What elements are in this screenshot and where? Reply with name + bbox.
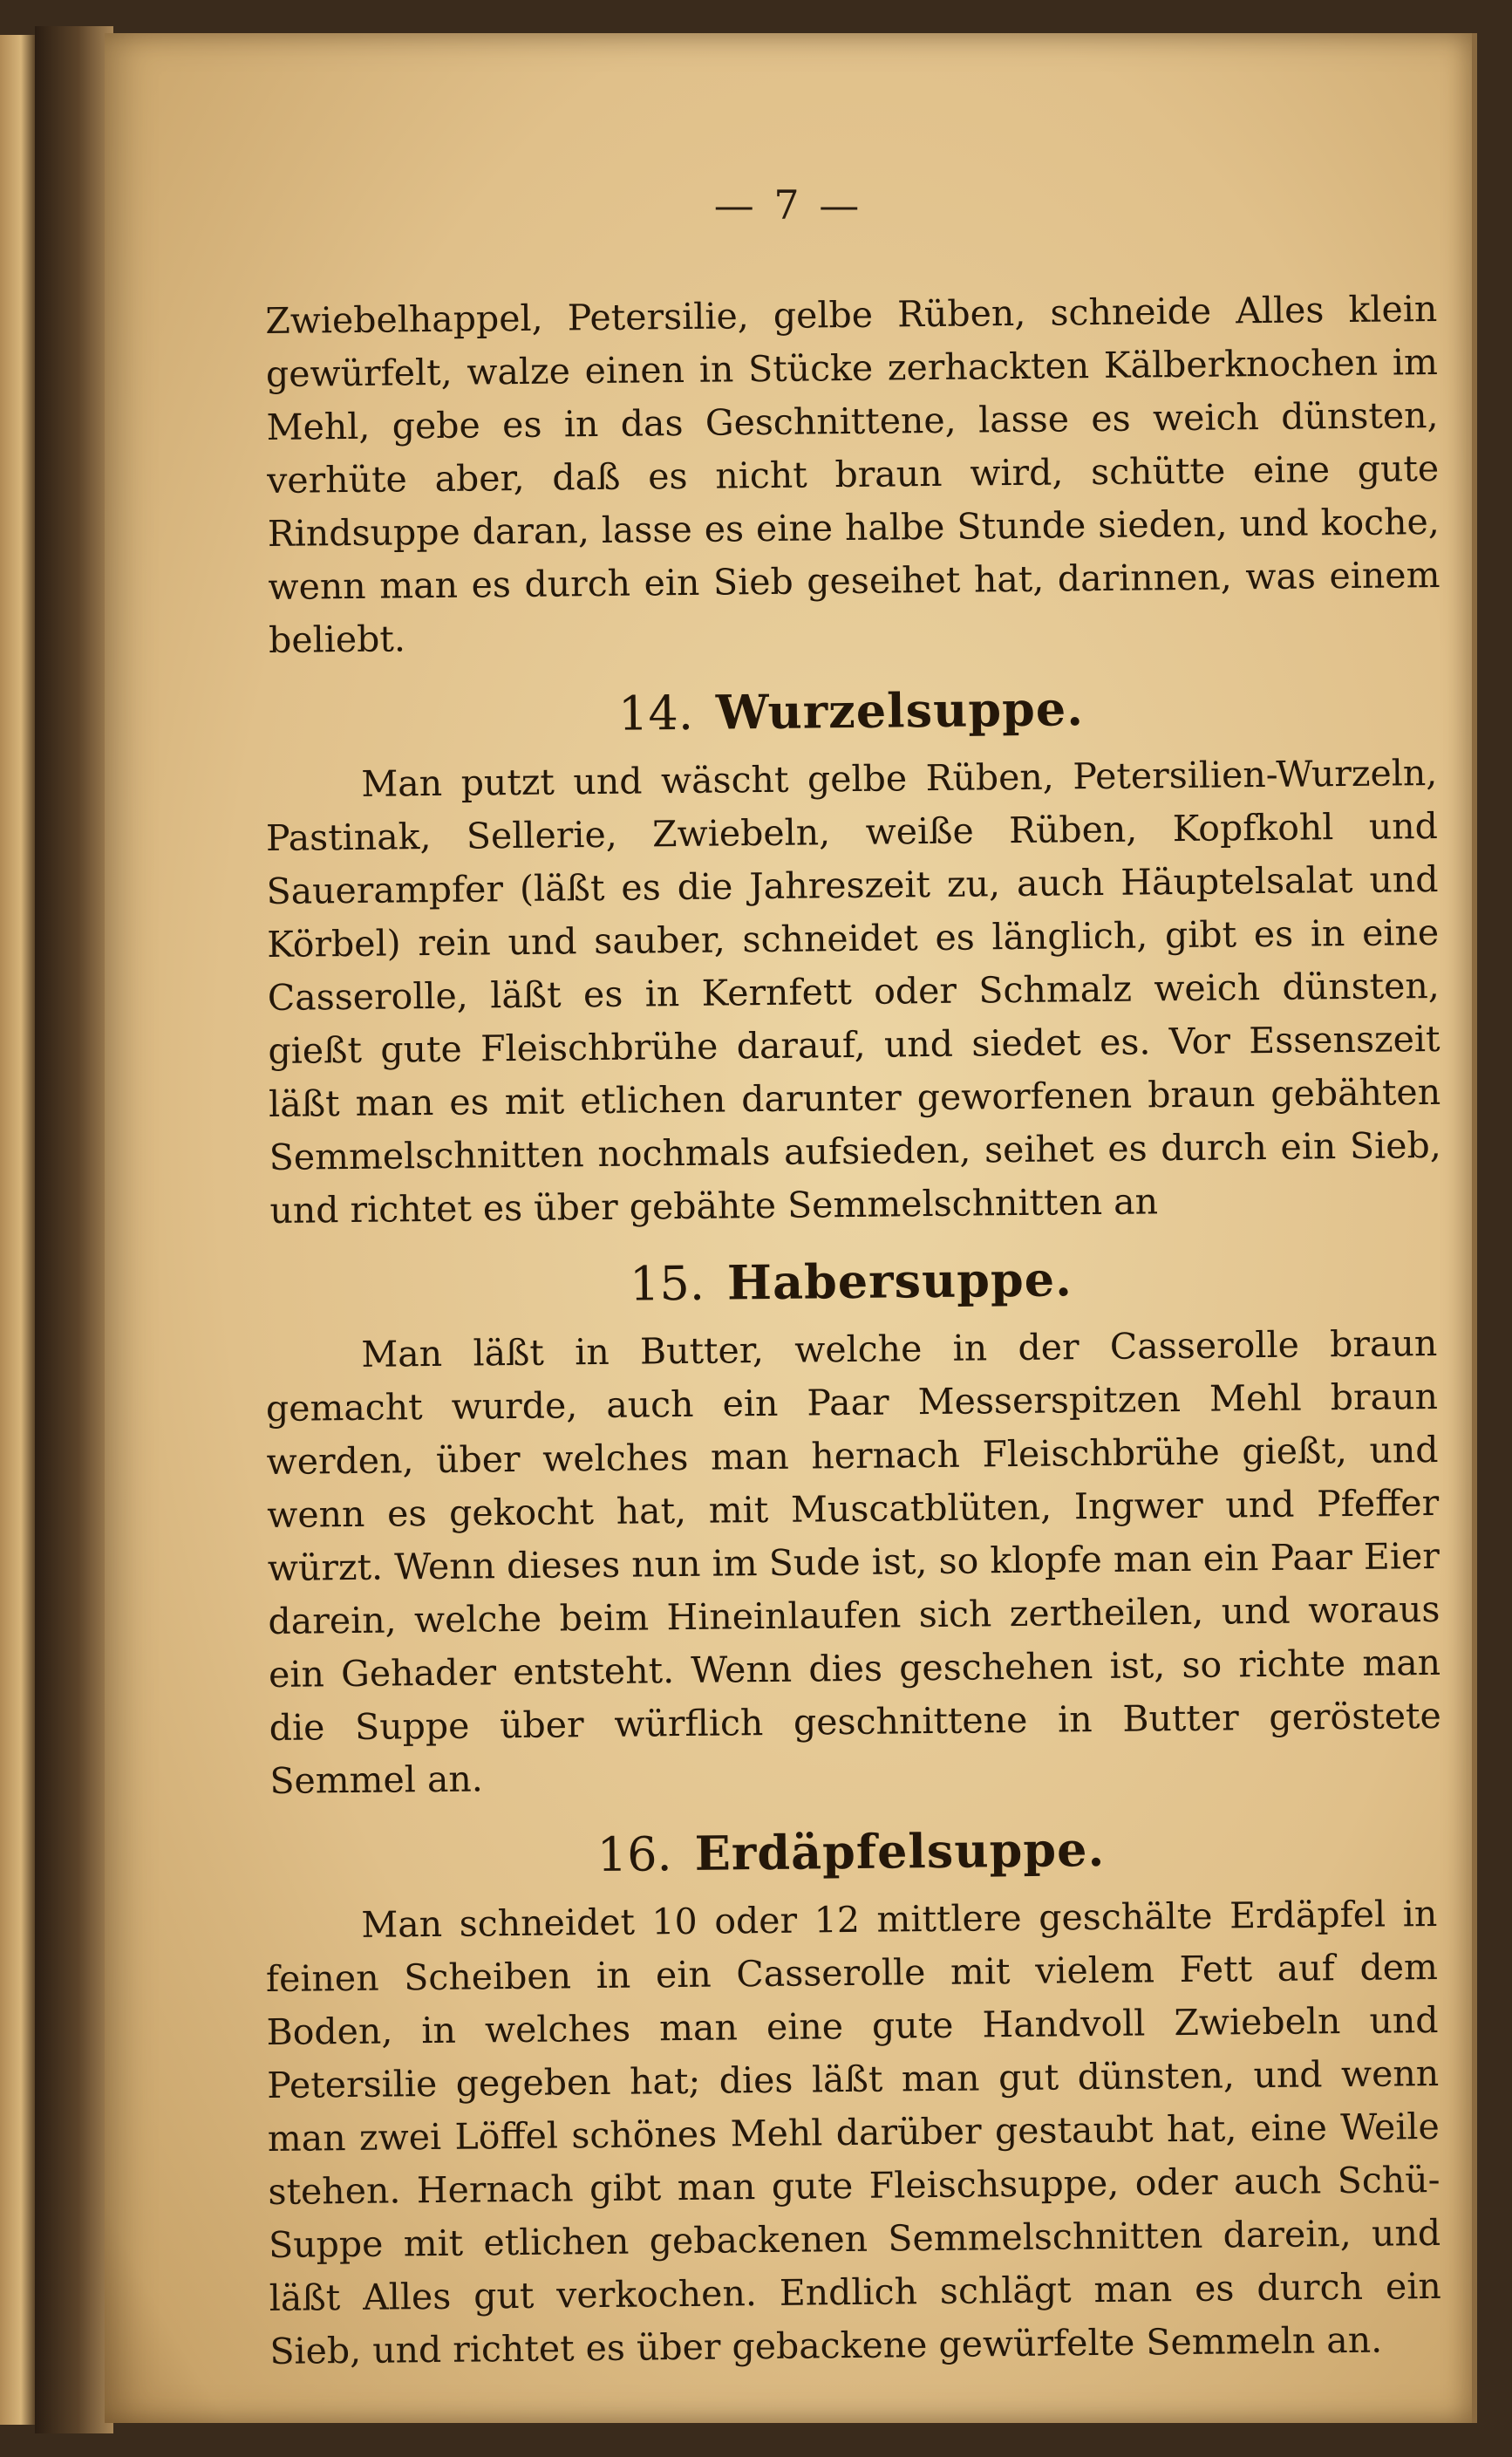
section-title: Habersuppe. [726, 1251, 1073, 1311]
section-text-16: Man schneidet 10 oder 12 mittlere geschälte Erdäpfel in feinen Scheiben in ein Casserolle mit vielem Fett auf dem Boden, in welches man eine gute Handvoll Zwiebeln und Petersilie gegeben hat; dies läßt man gut dünsten, und wenn man zwei Löffel schönes Mehl darüber gestaubt hat, eine Weile stehen. Hernach gibt man gute Fleischsuppe, oder auch Schü-Suppe mit etlichen gebackenen Semmelschnitten darein, und läßt Alles gut verkochen. Endlich schlägt man es durch ein Sieb, und richtet es über gebackene gewürfelte Semmeln an. [265, 1892, 1441, 2372]
section-title: Erdäpfelsuppe. [694, 1820, 1106, 1881]
section-number: 14. [617, 685, 694, 741]
section-heading-16 [265, 1818, 1438, 1887]
section-text-15: Man läßt in Butter, welche in der Casserolle braun gemacht wurde, auch ein Paar Messerspitzen Mehl braun werden, über welches man hernach Fleischbrühe gießt, und wenn es gekocht hat, mit Muscatblüten, Ingwer und Pfeffer würzt. Wenn dieses nun im Sude ist, so klopfe man ein Paar Eier darein, welche beim Hineinlaufen sich zertheilen, und woraus ein Gehader entsteht. Wenn dies geschehen ist, so richte man die Suppe über würflich geschnittene in Butter geröstete Semmel an. [265, 1321, 1441, 1802]
section-text-14: Man putzt und wäscht gelbe Rüben, Petersilien-Wurzeln, Pastinak, Sellerie, Zwiebeln, weiße Rüben, Kopfkohl und Sauerampfer (läßt es die Jahreszeit zu, auch Häuptelsalat und Körbel) rein und sauber, schneidet es länglich, gibt es in eine Casserolle, läßt es in Kernfett oder Schmalz weich dünsten, gießt gute Fleischbrühe darauf, und siedet es. Vor Essenszeit läßt man es mit etlichen darunter geworfenen braun gebähten Semmelschnitten nochmals aufsieden, seihet es durch ein Sieb, und richtet es über gebähte Semmelschnitten an [265, 751, 1441, 1232]
book-page [105, 33, 1477, 2423]
page-content [265, 287, 1441, 2379]
section-heading-15 [265, 1247, 1438, 1316]
intro-paragraph: Zwiebelhappel, Petersilie, gelbe Rüben, schneide Alles klein gewürfelt, walze einen in Stücke zerhackten Kälberknochen im Mehl, gebe es in das Geschnittene, lasse es weich dünsten, verhüte aber, daß es nicht braun wird, schütte eine gute Rindsuppe daran, lasse es eine halbe Stunde sieden, und koche, wenn man es durch ein Sieb geseihet hat, darinnen, was einem beliebt. [265, 287, 1440, 661]
section-number: 15. [629, 1255, 705, 1312]
section-title: Wurzelsuppe. [715, 680, 1085, 741]
page-number: — 7 — [713, 181, 863, 229]
book-gutter [35, 26, 113, 2433]
left-page-edge [0, 35, 35, 2425]
section-number: 16. [596, 1826, 672, 1883]
section-heading-14 [265, 677, 1438, 746]
